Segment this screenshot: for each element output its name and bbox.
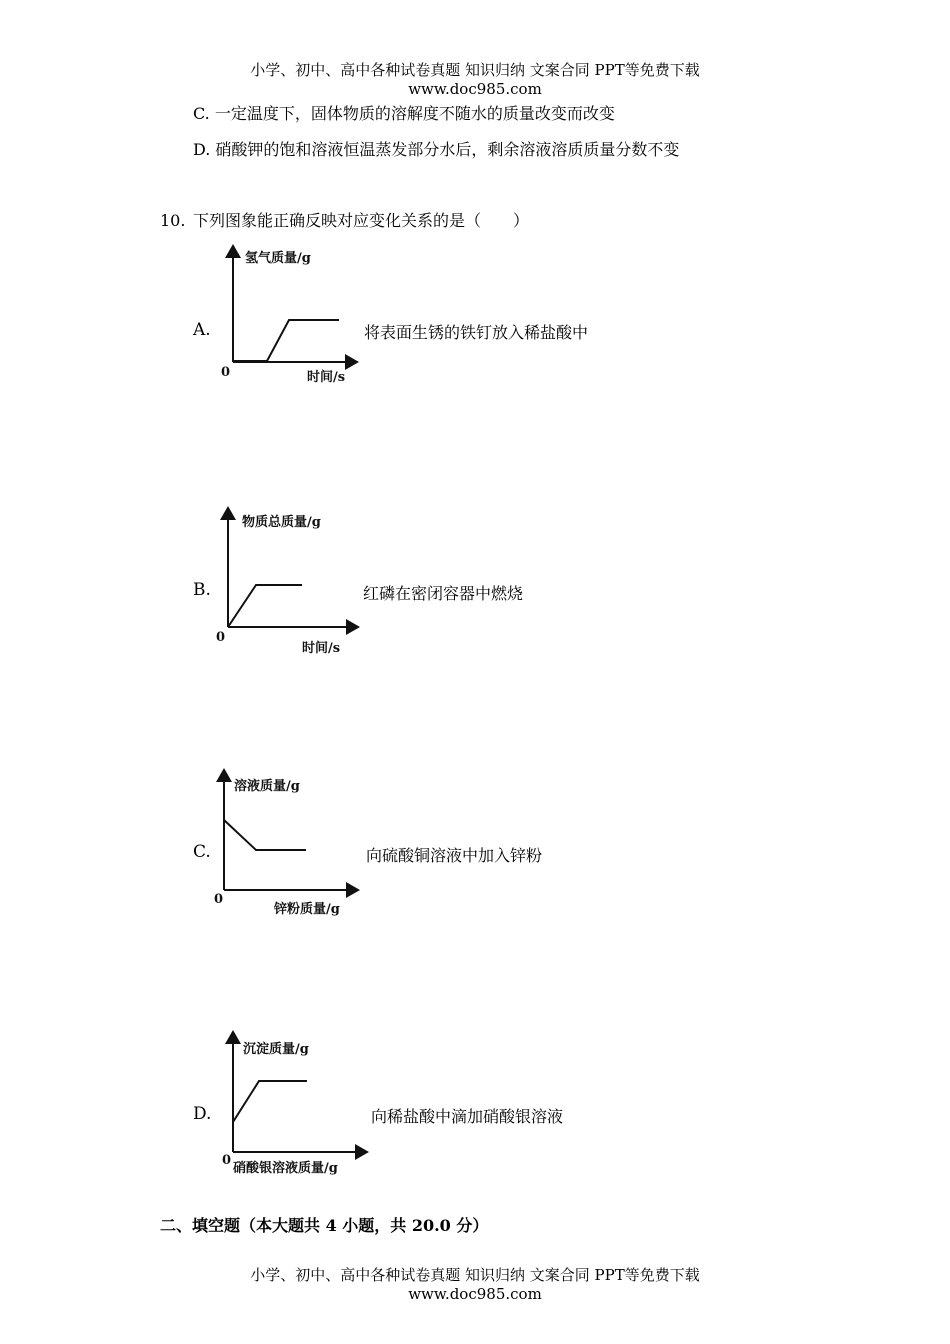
- curve: [233, 320, 339, 361]
- option-c-text: C. 一定温度下，固体物质的溶解度不随水的质量改变而改变: [193, 104, 615, 123]
- x-axis-label: 锌粉质量/g: [274, 902, 340, 917]
- origin-label: 0: [214, 892, 224, 907]
- option-d-text: D. 硝酸钾的饱和溶液恒温蒸发部分水后，剩余溶液溶质质量分数不变: [193, 140, 680, 159]
- y-axis-label: 溶液质量/g: [234, 779, 300, 794]
- option-d-graph: [215, 1024, 385, 1184]
- footer-url: www.doc985.com: [408, 1285, 542, 1303]
- x-axis-label: 时间/s: [307, 370, 346, 385]
- y-axis-label: 沉淀质量/g: [243, 1042, 309, 1057]
- header-url: www.doc985.com: [408, 80, 542, 98]
- option-c-graph: [206, 762, 376, 922]
- x-axis-label: 硝酸银溶液质量/g: [233, 1161, 338, 1176]
- y-axis-label: 氢气质量/g: [245, 251, 311, 266]
- option-c-label: C.: [193, 842, 211, 862]
- option-a-description: 将表面生锈的铁钉放入稀盐酸中: [364, 323, 589, 342]
- origin-label: 0: [222, 1153, 232, 1168]
- option-a-graph: [215, 240, 375, 390]
- section-heading: 二、填空题（本大题共 4 小题，共 20.0 分）: [160, 1216, 489, 1235]
- question-text: 下列图象能正确反映对应变化关系的是（ ）: [193, 211, 530, 230]
- option-c-description: 向硫酸铜溶液中加入锌粉: [366, 846, 543, 865]
- origin-label: 0: [221, 365, 231, 380]
- question-number: 10.: [160, 211, 186, 230]
- y-axis-label: 物质总质量/g: [242, 515, 321, 530]
- option-b-graph: [210, 500, 370, 660]
- curve: [228, 585, 302, 627]
- curve: [224, 820, 306, 850]
- option-d-label: D.: [193, 1104, 212, 1124]
- footer-banner: 小学、初中、高中各种试卷真题 知识归纳 文案合同 PPT等免费下载: [250, 1266, 700, 1284]
- option-a-label: A.: [193, 320, 211, 340]
- option-b-label: B.: [193, 580, 211, 600]
- origin-label: 0: [216, 630, 226, 645]
- option-d-description: 向稀盐酸中滴加硝酸银溶液: [371, 1107, 564, 1126]
- x-axis-label: 时间/s: [302, 641, 341, 656]
- option-b-description: 红磷在密闭容器中燃烧: [363, 584, 524, 603]
- curve: [233, 1081, 307, 1122]
- header-banner: 小学、初中、高中各种试卷真题 知识归纳 文案合同 PPT等免费下载: [250, 61, 700, 79]
